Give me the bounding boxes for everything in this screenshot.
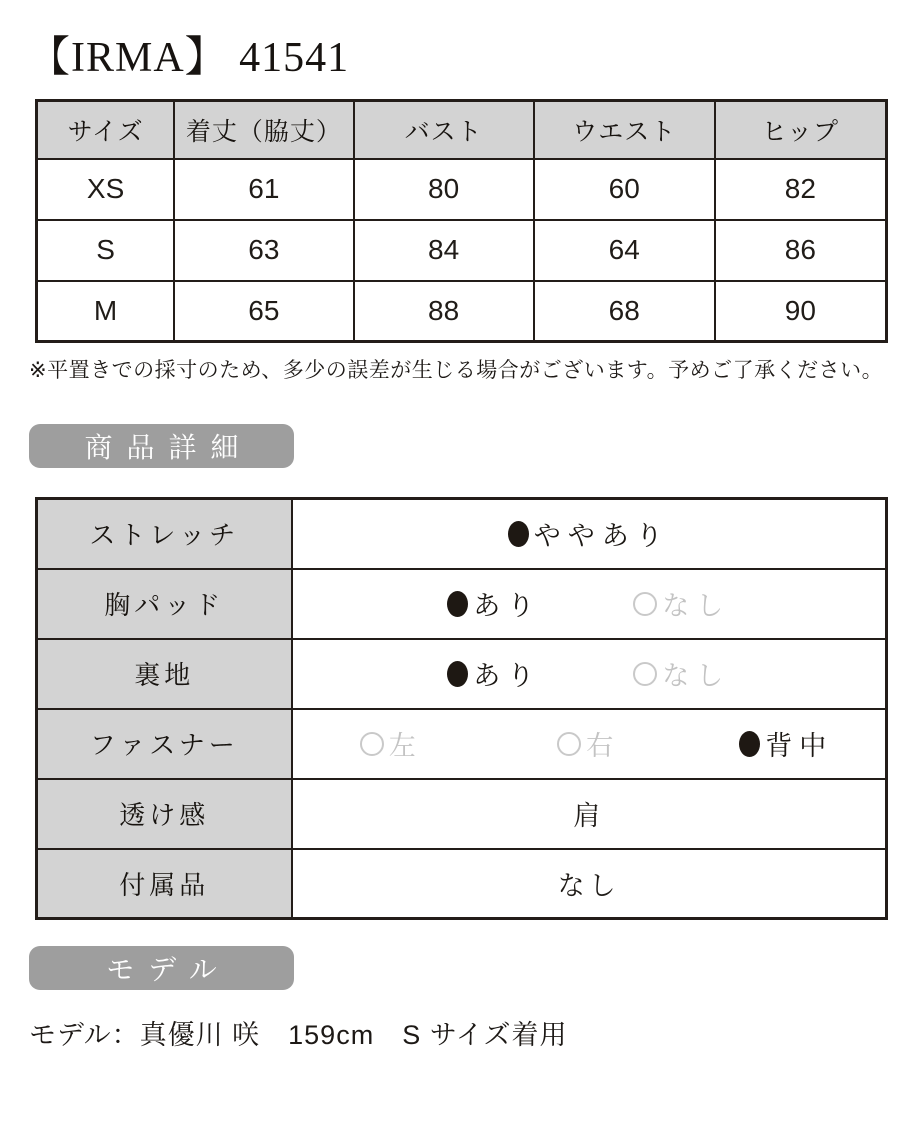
spec-value (292, 639, 887, 709)
section-header-label: モデル (106, 954, 231, 985)
spec-plain-value: なし (557, 870, 620, 901)
measurement-cell: 88 (354, 281, 534, 342)
option-ari (447, 584, 541, 623)
measurement-note: ※平置きでの採寸のため、多少の誤差が生じる場合がございます。予めご了承ください。 (29, 359, 884, 382)
column-header-length: 着丈（脇丈） (174, 101, 353, 159)
option-nashi (633, 654, 730, 693)
option-label: なし (662, 661, 731, 691)
option-group (293, 514, 886, 553)
spec-plain-value: 肩 (573, 801, 605, 831)
spec-value (292, 709, 887, 779)
option-group (293, 654, 886, 693)
column-header-bust: バスト (354, 101, 534, 159)
size-table-header-row (37, 101, 887, 159)
page-title: 【IRMA】 41541 (28, 35, 350, 81)
detail-table (35, 497, 888, 920)
option-nashi (633, 584, 730, 623)
measurement-cell: 86 (715, 220, 887, 281)
model-info-line: モデル：真優川 咲 159cm S サイズ着用 (29, 1020, 568, 1050)
column-header-waist: ウエスト (534, 101, 715, 159)
option-left (293, 724, 491, 763)
measurement-cell: 80 (354, 159, 534, 220)
measurement-cell: 60 (534, 159, 715, 220)
table-row (37, 220, 887, 281)
measurement-cell: 65 (174, 281, 353, 342)
measurement-cell: 63 (174, 220, 353, 281)
unselected-radio-icon (633, 662, 657, 686)
spec-label: 付属品 (37, 849, 292, 919)
selected-radio-icon (739, 731, 760, 757)
unselected-radio-icon (360, 732, 384, 756)
size-cell: M (37, 281, 175, 342)
spec-label: 胸パッド (37, 569, 292, 639)
measurement-cell: 64 (534, 220, 715, 281)
spec-label: ストレッチ (37, 499, 292, 569)
option-ari (447, 654, 541, 693)
selected-radio-icon (447, 591, 468, 617)
option-right (490, 724, 688, 763)
option-label: あり (473, 661, 542, 691)
option-label: 背中 (765, 731, 834, 761)
spec-value (292, 849, 887, 919)
option-group (293, 724, 886, 763)
size-cell: XS (37, 159, 175, 220)
spec-label: 裏地 (37, 639, 292, 709)
spec-value (292, 569, 887, 639)
unselected-radio-icon (557, 732, 581, 756)
spec-row-chest-pad (37, 569, 887, 639)
spec-label: ファスナー (37, 709, 292, 779)
measurement-cell: 61 (174, 159, 353, 220)
section-header-model (29, 946, 294, 990)
unselected-radio-icon (633, 592, 657, 616)
option-label: 左 (388, 731, 423, 761)
spec-value (292, 499, 887, 569)
spec-value (292, 779, 887, 849)
spec-row-stretch (37, 499, 887, 569)
size-cell: S (37, 220, 175, 281)
option-label: 右 (586, 731, 621, 761)
table-row (37, 281, 887, 342)
spec-row-sheerness (37, 779, 887, 849)
column-header-size: サイズ (37, 101, 175, 159)
option-label: なし (662, 591, 731, 621)
section-header-label: 商品詳細 (84, 432, 253, 463)
selected-radio-icon (447, 661, 468, 687)
table-row (37, 159, 887, 220)
spec-row-lining (37, 639, 887, 709)
spec-label: 透け感 (37, 779, 292, 849)
section-header-product-details (29, 424, 294, 468)
measurement-cell: 90 (715, 281, 887, 342)
size-table (35, 99, 888, 343)
column-header-hip: ヒップ (715, 101, 887, 159)
spec-row-accessories (37, 849, 887, 919)
option-group (293, 584, 886, 623)
selected-radio-icon (508, 521, 529, 547)
spec-row-zipper (37, 709, 887, 779)
option-label: あり (473, 591, 542, 621)
measurement-cell: 82 (715, 159, 887, 220)
option-back (688, 724, 886, 763)
measurement-cell: 84 (354, 220, 534, 281)
measurement-cell: 68 (534, 281, 715, 342)
option-yayaari (508, 514, 670, 553)
option-label: ややあり (533, 521, 670, 552)
